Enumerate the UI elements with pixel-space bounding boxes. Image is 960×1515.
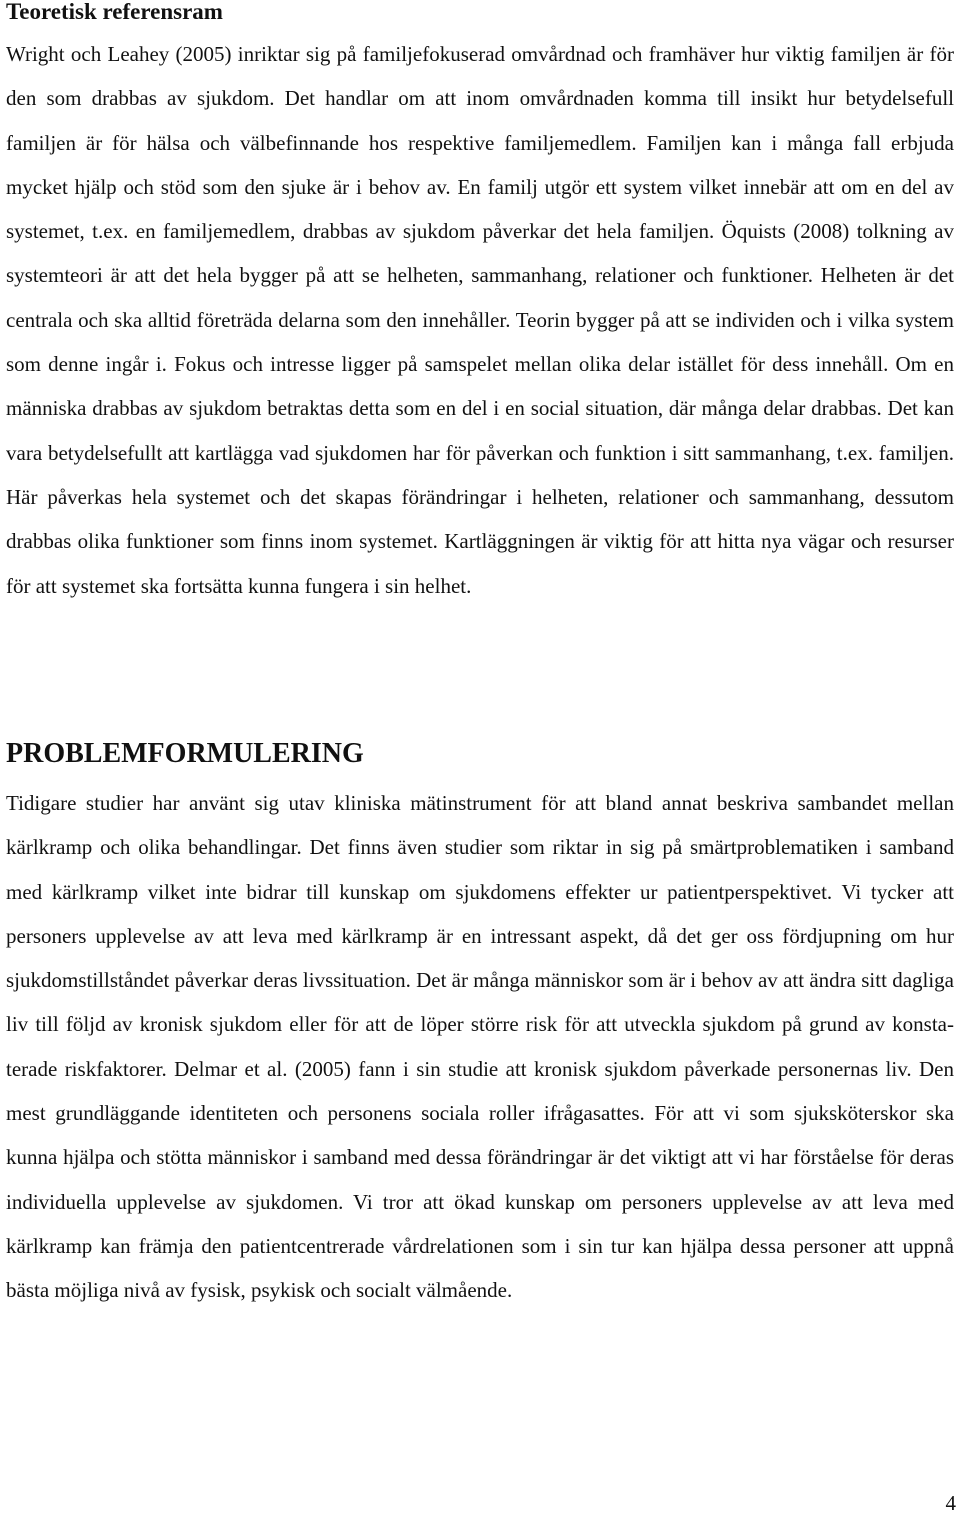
page-number: 4 [945,1491,956,1515]
section-title: Teoretisk referensram [6,0,223,24]
problem-paragraph: Tidigare studier har använt sig utav kliniska mätinstrument för att bland annat beskriva sambandet mellan kärlkramp och olika behandlingar. Det finns även studier som riktar in sig på smärtproblematiken i samband med kärlkramp vilket inte bidrar till kunskap om sjukdomens effekter ur patientperspektivet. Vi tycker att personers upplevelse av att leva med kärlkramp är en intressant aspekt, då det ger oss fördjupning om hur sjukdomstillståndet påverkar deras livssituation. Det är många människor som är i behov av att ändra sitt dagliga liv till följd av kronisk sjukdom eller för att de löper större risk för att utveckla sjukdom på grund av konstaterade riskfaktorer. Delmar et al. (2005) fann i sin studie att kronisk sjukdom påverkade personernas liv. Den mest grundläggande identiteten och personens sociala roller ifrågasattes. För att vi som sjuksköterskor ska kunna hjälpa och stötta människor i samband med dessa förändringar är det viktigt att vi har förståelse för deras individuella upplevelse av sjukdomen. Vi tror att ökad kunskap om personers upplevelse av att leva med kärlkramp kan främja den patientcentrerade vårdrelationen som i sin tur kan hjälpa dessa personer att uppnå bästa möjliga nivå av fysisk, psykisk och socialt välmående. [6,791,954,1303]
problem-heading: PROBLEMFORMULERING [6,738,364,769]
theory-paragraph: Wright och Leahey (2005) inriktar sig på familjefokuserad omvårdnad och framhäver hur viktig familjen är för den som drabbas av sjukdom. Det handlar om att inom omvårdnaden komma till insikt hur betydelsefull familjen är för hälsa och välbefinnande hos respektive familjemedlem. Familjen kan i många fall erbjuda mycket hjälp och stöd som den sjuke är i behov av. En familj utgör ett system vilket innebär att om en del av systemet, t.ex. en familjemedlem, drabbas av sjukdom påverkar det hela familjen. Öquists (2008) tolkning av systemteori är att det hela bygger på att se helheten, sammanhang, relationer och funktioner. Helheten är det centrala och ska alltid företräda delarna som den innehåller. Teorin bygger på att se individen och i vilka system som denne ingår i. Fokus och intresse ligger på samspelet mellan olika delar istället för dess innehåll. Om en människa drabbas av sjukdom betraktas detta som en del i en social situation, där många delar drabbas. Det kan vara betydelsefullt att kartlägga vad sjukdomen har för påverkan och funktion i sitt sammanhang, t.ex. familjen. Här påverkas hela systemet och det skapas förändringar i helheten, relationer och sammanhang, dessutom drabbas olika funktioner som finns inom systemet. Kartläggningen är viktig för att hitta nya vägar och resurser för att systemet ska fortsätta kunna fungera i sin helhet. [6,42,954,598]
